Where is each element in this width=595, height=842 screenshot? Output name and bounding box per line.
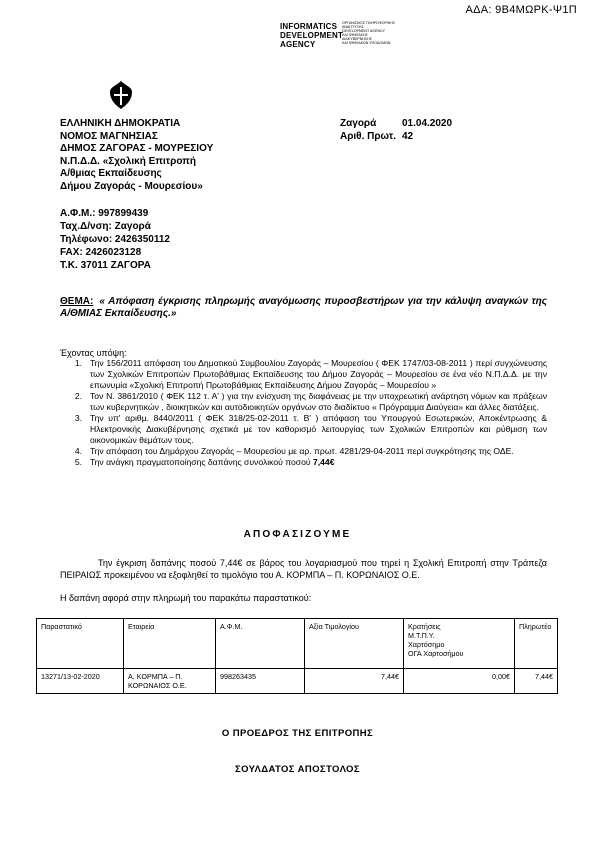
signer-name: ΣΟΥΛΔΑΤΟΣ ΑΠΟΣΤΟΛΟΣ — [235, 764, 360, 775]
list-item: 4. Την απόφαση του Δημάρχου Ζαγοράς – Μουρεσίου με αρ. πρωτ. 4281/29-04-2011 περί συγκρότησης της ΟΔΕ. — [74, 446, 514, 456]
place-label: Ζαγορά — [340, 118, 377, 129]
protocol-number: 42 — [402, 130, 414, 142]
protocol-label: Αριθ. Πρωτ. — [340, 130, 396, 142]
logo-small-text: ΟΡΓΑΝΙΣΜΟΣ ΠΛΗΡΟΦΟΡΙΚΗΣ ΑΝΑΠΤΥΞΗΣ DEVELOPMENT AGENCY ΚΑΙ ΨΗΦΙΑΚΗΣ ΔΙΑΚΥΒΕΡΝΗΣΗΣ ΚΑΙ ΨΗΦΙΑΚΩΝ ΥΠΟΔΟΜΩΝ — [342, 21, 396, 45]
table-header: Πληρωτέο — [515, 619, 558, 669]
subject-label: ΘΕΜΑ: — [60, 296, 94, 307]
president-title: Ο ΠΡΟΕΔΡΟΣ ΤΗΣ ΕΠΙΤΡΟΠΗΣ — [221, 728, 374, 739]
contact-block: Α.Φ.Μ.: 997899439 Ταχ.Δ/νση: Ζαγορά Τηλέφωνο: 2426350112 FAX: 2426023128 Τ.Κ. 37011 ΖΑΓΟΡΑ — [60, 208, 170, 271]
table-cell: 7,44€ — [305, 669, 404, 694]
invoice-table — [36, 618, 558, 694]
list-item: 1. Την 156/2011 απόφαση του Δημοτικού Συμβουλίου Ζαγοράς – Μουρεσίου ( ΦΕΚ 1747/03-08-2011 ) περί συγχώνευσης των Σχολικών Επιτροπών Πρωτοβάθμιας Εκπαίδευσης του Δήμου Ζαγοράς – Μουρεσίου σε ένα νέο Ν.Π.Δ.Δ. με την επωνυμία «Σχολική Επιτροπή Πρωτοβάθμιας Εκπαίδευσης Δήμου Ζαγοράς – Μουρεσίου » — [74, 358, 547, 390]
table-cell: 0,00€ — [404, 669, 515, 694]
decision-heading: ΑΠΟΦΑΣΙΖΟΥΜΕ — [243, 529, 352, 540]
decision-paragraph: Την έγκριση δαπάνης ποσού 7,44€ σε βάρος του λογαριασμού που τηρεί η Σχολική Επιτροπή στην Τράπεζα ΠΕΙΡΑΙΩΣ προκειμένου να εξοφληθεί το τιμολόγιο του Α. ΚΟΡΜΠΑ – Π. ΚΟΡΩΝΑΙΟΣ Ο.Ε. — [60, 558, 547, 580]
date-value: 01.04.2020 — [402, 118, 453, 129]
greek-emblem-icon — [108, 80, 134, 110]
list-item: 5. Την ανάγκη πραγματοποίησης δαπάνης συνολικού ποσού 7,44€ — [74, 457, 335, 467]
table-header: Α.Φ.Μ. — [216, 619, 305, 669]
considerations-list — [60, 358, 547, 468]
table-cell: 998263435 — [216, 669, 305, 694]
table-cell: 13271/13-02-2020 — [37, 669, 124, 694]
table-header: Κρατήσεις Μ.Τ.Π.Υ. Χαρτόσημο ΟΓΑ Χαρτοσήμου — [404, 619, 515, 669]
expense-note: Η δαπάνη αφορά στην πληρωμή του παρακάτω παραστατικού: — [60, 593, 312, 603]
logo-line: AGENCY — [280, 40, 316, 49]
table-cell: Α. ΚΟΡΜΠΑ – Π. ΚΟΡΩΝΑΙΟΣ Ο.Ε. — [124, 669, 216, 694]
list-item: 2. Τον Ν. 3861/2010 ( ΦΕΚ 112 τ. Α' ) για την ενίσχυση της διαφάνειας με την υποχρεωτική ανάρτηση νόμων και πράξεων των κυβερνητικών , διοικητικών και αυτοδιοικητών οργάνων στο διαδίκτυο « Πρόγραμμα Διαύγεια» και άλλες διατάξεις. — [74, 391, 547, 412]
total-amount: 7,44€ — [312, 457, 335, 467]
subject-text: « Απόφαση έγκρισης πληρωμής αναγόμωσης πυροσβεστήρων για την κάλυψη αναγκών της Α/ΘΜΙΑΣ Εκπαίδευσης.» — [60, 296, 547, 319]
table-header: Εταιρεία — [124, 619, 216, 669]
table-cell: 7,44€ — [515, 669, 558, 694]
date-protocol-block — [340, 118, 453, 143]
subject — [60, 296, 547, 320]
having-in-mind-label: Έχοντας υπόψη: — [60, 348, 127, 358]
ada-code: ΑΔΑ: 9Β4ΜΩΡΚ-Ψ1Π — [465, 4, 577, 16]
table-header: Παραστατικό — [37, 619, 124, 669]
table-header-row — [37, 619, 558, 669]
list-item: 3. Την υπ' αριθμ. 8440/2011 ( ΦΕΚ 318/25-02-2011 τ. Β' ) απόφαση του Υπουργού Εσωτερικών, Αποκέντρωσης & Ηλεκτρονικής Διακυβέρνησης σχετικά με τον καθορισμό λειτουργίας των Σχολικών Επιτροπών και ρύθμιση των οικονομικών θεμάτων τους. — [74, 413, 547, 445]
logo-line: INFORMATICS — [280, 22, 338, 31]
table-header: Αξία Τιμολογίου — [305, 619, 404, 669]
diavgeia-logo — [280, 21, 396, 49]
logo-line: DEVELOPMENT — [280, 31, 344, 40]
table-row — [37, 669, 558, 694]
issuer-block: ΕΛΛΗΝΙΚΗ ΔΗΜΟΚΡΑΤΙΑ ΝΟΜΟΣ ΜΑΓΝΗΣΙΑΣ ΔΗΜΟΣ ΖΑΓΟΡΑΣ - ΜΟΥΡΕΣΙΟΥ Ν.Π.Δ.Δ. «Σχολική Επιτροπή Α/θμιας Εκπαίδευσης Δήμου Ζαγοράς - Μουρεσίου» — [60, 118, 214, 192]
